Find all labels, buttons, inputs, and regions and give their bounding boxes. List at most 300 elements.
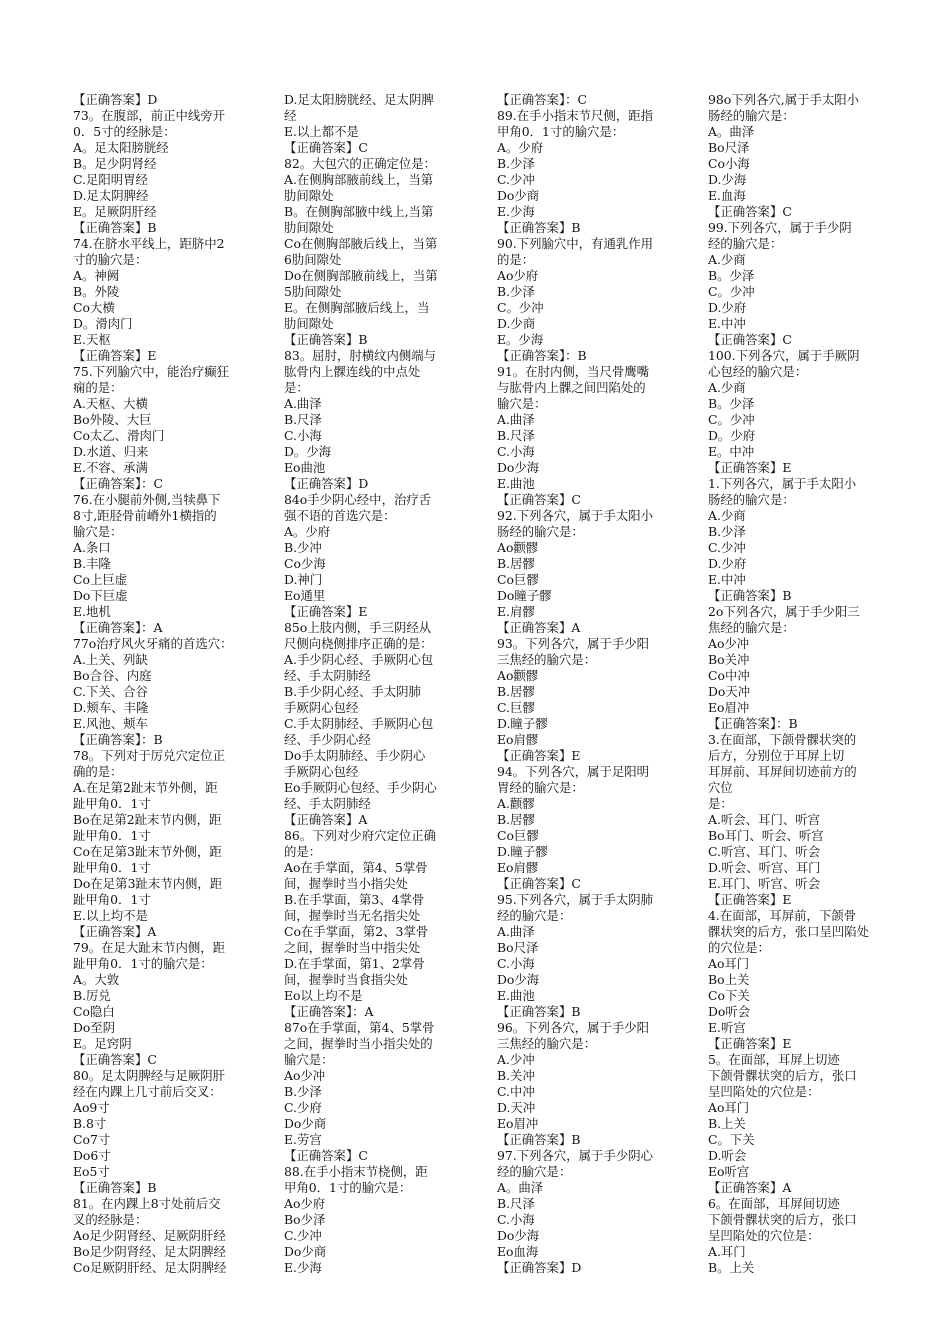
text-line: 甲角0．1寸的腧穴是： [497,124,625,139]
text-line: 经、手太阴肺经 [284,796,371,811]
text-line: 之间，握拳时当小指尖处的 [284,1036,433,1051]
text-line: 84o手少阴心经中，治疗舌 [284,492,432,507]
text-line: 是： [284,380,309,395]
text-line: D.少府 [708,300,747,315]
text-line: Do少海 [497,1228,540,1243]
text-line: A.颧髎 [497,796,535,811]
text-line: Co中冲 [708,668,750,683]
answer-line: 【正确答案】：B [73,732,163,747]
text-line: Bo尺泽 [708,140,750,155]
text-line: Eo5寸 [73,1164,110,1179]
text-line: 焦经的腧穴是： [708,620,795,635]
answer-line: 【正确答案】B [497,1132,581,1147]
text-line: 经的腧穴是： [497,908,572,923]
text-line: B。足少阴肾经 [73,156,157,171]
text-line: 是： [708,796,733,811]
answer-line: 【正确答案】B [497,1004,581,1019]
text-line: A.条口 [73,540,111,555]
text-line: E.血海 [708,188,746,203]
text-line: C.足阳明胃经 [73,172,148,187]
text-line: 经、手少阴心经 [284,732,371,747]
text-line: A.曲泽 [497,924,535,939]
text-line: 三焦经的腧穴是： [497,652,597,667]
text-line: Co在侧胸部腋后线上，当第 [284,236,438,251]
text-line: E.风池、颊车 [73,716,148,731]
text-line: 趾甲角0．1寸 [73,860,151,875]
text-line: 胃经的腧穴是： [497,780,584,795]
text-line: Eo肩髎 [497,860,539,875]
text-line: D.瞳子髎 [497,716,548,731]
text-line: D.神门 [284,572,323,587]
text-line: Do下巨虚 [73,588,128,603]
text-line: 90.下列腧穴中，有通乳作用 [497,236,654,251]
text-line: A。大敦 [73,972,120,987]
text-line: E.中冲 [708,572,746,587]
text-line: D.足太阳膀胱经、足太阴脾 [284,92,434,107]
text-line: Do少海 [497,972,540,987]
text-line: B.丰隆 [73,556,111,571]
answer-line: 【正确答案】E [708,892,792,907]
text-line: D.少海 [708,172,747,187]
text-line: 腧穴是： [73,524,123,539]
answer-line: 【正确答案】：C [73,476,164,491]
text-line: 经、手太阴肺经 [284,668,371,683]
text-line: D。少府 [708,428,756,443]
text-line: 肋间隙处 [284,188,334,203]
text-line: 耳屏前、耳屏间切迹前方的 [708,764,857,779]
answer-line: 【正确答案】C [284,1148,368,1163]
text-line: B.尺泽 [284,412,322,427]
text-line: C.少冲 [284,1228,322,1243]
text-line: B.手少阴心经、手太阴肺 [284,684,421,699]
text-line: B。外陵 [73,284,120,299]
text-column-3 [497,92,672,1276]
text-line: 89.在手小指末节尺侧，距指 [497,108,654,123]
text-line: E。少海 [497,332,544,347]
text-line: D.天冲 [497,1100,536,1115]
answer-line: 【正确答案】C [497,492,581,507]
text-line: 肠经的腧穴是： [708,492,795,507]
text-line: C。少冲 [708,284,755,299]
text-line: Bo足少阴肾经、足太阴脾经 [73,1244,226,1259]
text-line: D.少商 [497,316,536,331]
text-line: E。足窍阴 [73,1036,132,1051]
answer-line: 【正确答案】A [708,1180,792,1195]
text-line: A.耳门 [708,1244,746,1259]
text-line: A.少商 [708,508,746,523]
text-line: B。少泽 [708,396,755,411]
text-line: Co7寸 [73,1132,111,1147]
text-line: D.瞳子髎 [497,844,548,859]
text-line: Ao9寸 [73,1100,110,1115]
answer-line: 【正确答案】E [73,348,157,363]
text-line: 6肋间隙处 [284,252,342,267]
text-line: Co太乙、滑肉门 [73,428,165,443]
text-line: 81。在内踝上8寸处前后交 [73,1196,221,1211]
answer-line: 【正确答案】：B [497,348,587,363]
text-line: Co上巨虚 [73,572,128,587]
text-line: Co小海 [708,156,750,171]
text-line: 75.下列腧穴中，能治疗癫狂 [73,364,230,379]
text-line: 8寸,距胫骨前嵴外1横指的 [73,508,217,523]
answer-line: 【正确答案】E [284,604,368,619]
text-line: A.在侧胸部腋前线上，当第 [284,172,434,187]
text-line: 确的是： [73,764,123,779]
text-line: C。下关 [708,1132,755,1147]
answer-line: 【正确答案】：A [73,620,163,635]
text-line: Eo眉冲 [497,1116,539,1131]
text-line: D.听会 [708,1148,747,1163]
text-line: E.以上均不是 [73,908,148,923]
text-line: B。在侧胸部腋中线上,当第 [284,204,434,219]
text-line: Eo手厥阴心包经、手少阴心 [284,780,437,795]
answer-line: 【正确答案】：A [284,1004,374,1019]
text-line: C.下关、合谷 [73,684,148,699]
text-line: Ao少府 [497,268,539,283]
text-line: Eo肩髎 [497,732,539,747]
text-line: B.少冲 [284,540,322,555]
text-line: Co巨髎 [497,572,539,587]
text-line: B.厉兑 [73,988,111,1003]
text-line: A。曲泽 [708,124,755,139]
text-line: 间，握拳时当食指尖处 [284,972,408,987]
text-line: A.手少阴心经、手厥阴心包 [284,652,434,667]
text-line: 肱骨内上髁连线的中点处 [284,364,421,379]
text-line: E。足厥阴肝经 [73,204,157,219]
text-line: C.听宫、耳门、听会 [708,844,821,859]
text-line: B.8寸 [73,1116,107,1131]
text-line: B.在手掌面，第3、4掌骨 [284,892,425,907]
text-line: E.劳宫 [284,1132,322,1147]
answer-line: 【正确答案】C [708,204,792,219]
text-line: B。少泽 [708,268,755,283]
text-line: 100.下列各穴，属于手厥阴 [708,348,860,363]
answer-line: 【正确答案】A [73,924,157,939]
text-line: B.少泽 [284,1084,322,1099]
text-line: 呈凹陷处的穴位是： [708,1228,820,1243]
text-line: D.水道、归来 [73,444,149,459]
text-line: 86。下列对少府穴定位正确 [284,828,437,843]
answer-line: 【正确答案】D [73,92,158,107]
answer-line: 【正确答案】A [497,620,581,635]
text-line: Do至阴 [73,1020,116,1035]
text-line: 92.下列各穴，属于手太阳小 [497,508,654,523]
text-line: E.少海 [284,1260,322,1275]
text-line: A。少府 [497,140,544,155]
text-line: 经的腧穴是： [708,236,783,251]
text-line: D.足太阴脾经 [73,188,149,203]
text-line: Bo外陵、大巨 [73,412,152,427]
text-line: E.天枢 [73,332,111,347]
text-line: Bo上关 [708,972,750,987]
text-line: Do手太阴肺经、手少阴心 [284,748,426,763]
text-line: Do听会 [708,1004,751,1019]
text-line: 95.下列各穴，属于手太阴肺 [497,892,654,907]
text-line: A。少府 [284,524,331,539]
text-column-1 [73,92,248,1276]
answer-line: 【正确答案】D [284,476,369,491]
text-line: Eo血海 [497,1244,539,1259]
text-line: B.居髎 [497,812,535,827]
text-line: B.少泽 [497,156,535,171]
text-line: Ao少冲 [708,636,750,651]
text-line: Co在足第3趾末节外侧，距 [73,844,222,859]
text-line: 经 [284,108,297,123]
text-line: Eo听宫 [708,1164,750,1179]
text-line: 5。在面部，耳屏上切迹 [708,1052,840,1067]
answer-line: 【正确答案】D [497,1260,582,1275]
text-line: Bo尺泽 [497,940,539,955]
text-line: 91。在肘内侧，当尺骨鹰嘴 [497,364,650,379]
text-line: A.在足第2趾末节外侧，距 [73,780,218,795]
text-line: 下颌骨髁状突的后方，张口 [708,1212,857,1227]
text-line: Do少商 [284,1244,327,1259]
text-line: A.少商 [708,380,746,395]
text-line: 的是： [284,844,322,859]
text-line: E。中冲 [708,444,755,459]
text-line: 趾甲角0．1寸 [73,796,151,811]
text-line: 0．5寸的经脉是： [73,124,176,139]
answer-line: 【正确答案】C [708,332,792,347]
text-line: 寸的腧穴是： [73,252,148,267]
text-line: 肋间隙处 [284,220,334,235]
text-line: 肋间隙处 [284,316,334,331]
text-line: 甲角0．1寸的腧穴是： [284,1180,412,1195]
text-line: 三焦经的腧穴是： [497,1036,597,1051]
text-line: 76.在小腿前外侧,当犊鼻下 [73,492,221,507]
text-line: Do瞳子髎 [497,588,552,603]
text-line: C.巨髎 [497,700,535,715]
text-line: E.听宫 [708,1020,746,1035]
text-line: E.以上都不是 [284,124,359,139]
text-line: Do天冲 [708,684,751,699]
text-line: 痫的是： [73,380,123,395]
text-line: 73。在腹部，前正中线旁开 [73,108,226,123]
answer-line: 【正确答案】A [284,812,368,827]
text-line: 肠经的腧穴是： [497,524,584,539]
text-line: 强不语的首选穴是： [284,508,396,523]
text-line: Bo合谷、内庭 [73,668,152,683]
text-line: A。足太阳膀胱经 [73,140,169,155]
text-line: 后方，分别位于耳屏上切 [708,748,845,763]
text-line: 79。在足大趾末节内侧，距 [73,940,226,955]
text-line: D.在手掌面，第1、2掌骨 [284,956,425,971]
text-line: Ao少冲 [284,1068,326,1083]
text-line: 74.在脐水平线上，距脐中2 [73,236,225,251]
text-line: E.肩髎 [497,604,535,619]
text-line: 趾甲角0．1寸 [73,828,151,843]
text-line: 77o治疗风火牙痛的首选穴： [73,636,233,651]
text-line: 尺侧向桡侧排序正确的是： [284,636,433,651]
text-line: Do少商 [284,1116,327,1131]
text-line: 腧穴是： [284,1052,334,1067]
text-line: 肠经的腧穴是： [708,108,795,123]
text-line: Eo眉冲 [708,700,750,715]
text-line: 腧穴是： [497,396,547,411]
text-line: E.不容、承满 [73,460,148,475]
text-line: Ao耳门 [708,956,750,971]
text-line: C.小海 [497,444,535,459]
text-line: C.小海 [497,1212,535,1227]
text-line: 83。屈肘，肘横纹内侧端与 [284,348,437,363]
text-line: B.尺泽 [497,1196,535,1211]
text-line: C.少府 [284,1100,322,1115]
text-line: 5肋间隙处 [284,284,342,299]
text-line: Ao颧髎 [497,668,539,683]
answer-line: 【正确答案】C [284,140,368,155]
text-line: 94。下列各穴，属于足阳明 [497,764,650,779]
answer-line: 【正确答案】C [497,876,581,891]
text-line: E。在侧胸部腋后线上，当 [284,300,430,315]
text-line: 间，握拳时当小指尖处 [284,876,408,891]
text-line: E.曲池 [497,476,535,491]
text-line: Do6寸 [73,1148,111,1163]
text-line: 经的腧穴是： [497,1164,572,1179]
text-line: A.听会、耳门、听宫 [708,812,821,827]
text-line: 的穴位是： [708,940,770,955]
text-line: B.上关 [708,1116,746,1131]
text-line: E.中冲 [708,316,746,331]
text-line: E.地机 [73,604,111,619]
answer-line: 【正确答案】C [73,1052,157,1067]
text-line: A.少冲 [497,1052,535,1067]
text-line: 手厥阴心包经 [284,700,359,715]
text-line: 之间，握拳时当中指尖处 [284,940,421,955]
text-line: A.曲泽 [497,412,535,427]
answer-line: 【正确答案】B [708,588,792,603]
text-line: B.关冲 [497,1068,535,1083]
text-line: Ao耳门 [708,1100,750,1115]
text-line: 99.下列各穴，属于手少阴 [708,220,852,235]
text-line: D。少海 [284,444,332,459]
answer-line: 【正确答案】B [497,220,581,235]
text-line: D。滑肉门 [73,316,133,331]
text-line: 间，握拳时当无名指尖处 [284,908,421,923]
text-line: 下颌骨髁状突的后方，张口 [708,1068,857,1083]
text-line: C.少冲 [497,172,535,187]
text-line: Co在手掌面，第2、3掌骨 [284,924,429,939]
text-line: C.小海 [284,428,322,443]
text-line: Bo关冲 [708,652,750,667]
text-line: 88.在手小指末节桡侧，距 [284,1164,428,1179]
text-line: B.居髎 [497,684,535,699]
text-line: 3.在面部，下颌骨髁状突的 [708,732,857,747]
text-line: C.手太阴肺经、手厥阴心包 [284,716,434,731]
text-line: C.小海 [497,956,535,971]
text-line: 与肱骨内上髁之间凹陷处的 [497,380,646,395]
text-line: 87o在手掌面，第4、5掌骨 [284,1020,435,1035]
text-line: Co隐白 [73,1004,115,1019]
text-line: Eo以上均不是 [284,988,363,1003]
text-line: B.居髎 [497,556,535,571]
text-line: Do少海 [497,460,540,475]
text-line: Do在足第3趾末节内侧，距 [73,876,223,891]
text-line: A.上关、列缺 [73,652,148,667]
text-line: 82。大包穴的正确定位是： [284,156,437,171]
text-line: Ao足少阴肾经、足厥阴肝经 [73,1228,226,1243]
text-line: Co下关 [708,988,750,1003]
text-line: A.天枢、大横 [73,396,148,411]
text-line: 96。下列各穴，属于手少阳 [497,1020,650,1035]
text-line: Co巨髎 [497,828,539,843]
text-line: 78。下列对于厉兑穴定位正 [73,748,226,763]
text-line: D.少府 [708,556,747,571]
text-line: 叉的经脉是： [73,1212,148,1227]
text-line: 4.在面部，耳屏前，下颌骨 [708,908,857,923]
text-line: Bo在足第2趾末节内侧，距 [73,812,222,827]
text-line: Do在侧胸部腋前线上，当第 [284,268,438,283]
answer-line: 【正确答案】E [708,460,792,475]
text-line: 经在内踝上几寸前后交叉： [73,1084,222,1099]
answer-line: 【正确答案】B [73,1180,157,1195]
text-line: Ao颧髎 [497,540,539,555]
answer-line: 【正确答案】：C [497,92,588,107]
text-line: 98o下列各穴,属于手太阳小 [708,92,860,107]
text-column-2 [284,92,459,1276]
answer-line: 【正确答案】B [73,220,157,235]
text-line: 97.下列各穴，属于手少阴心 [497,1148,654,1163]
text-line: Ao少府 [284,1196,326,1211]
text-line: 趾甲角0．1寸 [73,892,151,907]
text-line: 80。足太阴脾经与足厥阴肝 [73,1068,226,1083]
text-line: D.听会、听宫、耳门 [708,860,821,875]
text-line: C。少冲 [708,412,755,427]
text-line: 1.下列各穴，属于手太阳小 [708,476,857,491]
text-line: C.少冲 [708,540,746,555]
text-line: B.少泽 [708,524,746,539]
text-line: D.颊车、丰隆 [73,700,149,715]
text-line: E.曲池 [497,988,535,1003]
answer-line: 【正确答案】：B [708,716,798,731]
text-line: 6。在面部，耳屏间切迹 [708,1196,840,1211]
text-line: A.少商 [708,252,746,267]
text-line: A。神阙 [73,268,120,283]
text-line: Co足厥阴肝经、足太阴脾经 [73,1260,227,1275]
text-line: 穴位 [708,780,733,795]
text-line: Bo耳门、听会、听宫 [708,828,824,843]
text-line: C.中冲 [497,1084,535,1099]
text-line: 心包经的腧穴是： [708,364,808,379]
text-line: 93。下列各穴，属于手少阳 [497,636,650,651]
text-column-4 [708,92,883,1276]
text-line: Eo通里 [284,588,326,603]
text-line: A。曲泽 [497,1180,544,1195]
text-line: B.尺泽 [497,428,535,443]
text-line: 趾甲角0．1寸的腧穴是： [73,956,213,971]
answer-line: 【正确答案】B [284,332,368,347]
text-line: C。少冲 [497,300,544,315]
text-line: 呈凹陷处的穴位是： [708,1084,820,1099]
text-line: E.少海 [497,204,535,219]
text-line: 髁状突的后方，张口呈凹陷处 [708,924,870,939]
text-line: A.曲泽 [284,396,322,411]
text-line: Eo曲池 [284,460,326,475]
text-line: B.少泽 [497,284,535,299]
text-line: B。上关 [708,1260,755,1275]
text-line: 2o下列各穴，属于手少阳三 [708,604,860,619]
text-line: Bo少泽 [284,1212,326,1227]
text-line: 85o上肢内侧，手三阴经从 [284,620,432,635]
text-line: Ao在手掌面，第4、5掌骨 [284,860,428,875]
text-line: Co大横 [73,300,115,315]
text-line: E.耳门、听宫、听会 [708,876,821,891]
answer-line: 【正确答案】E [497,748,581,763]
text-line: Do少商 [497,188,540,203]
text-line: 手厥阴心包经 [284,764,359,779]
answer-line: 【正确答案】E [708,1036,792,1051]
text-line: Co少海 [284,556,326,571]
text-line: 的是： [497,252,535,267]
